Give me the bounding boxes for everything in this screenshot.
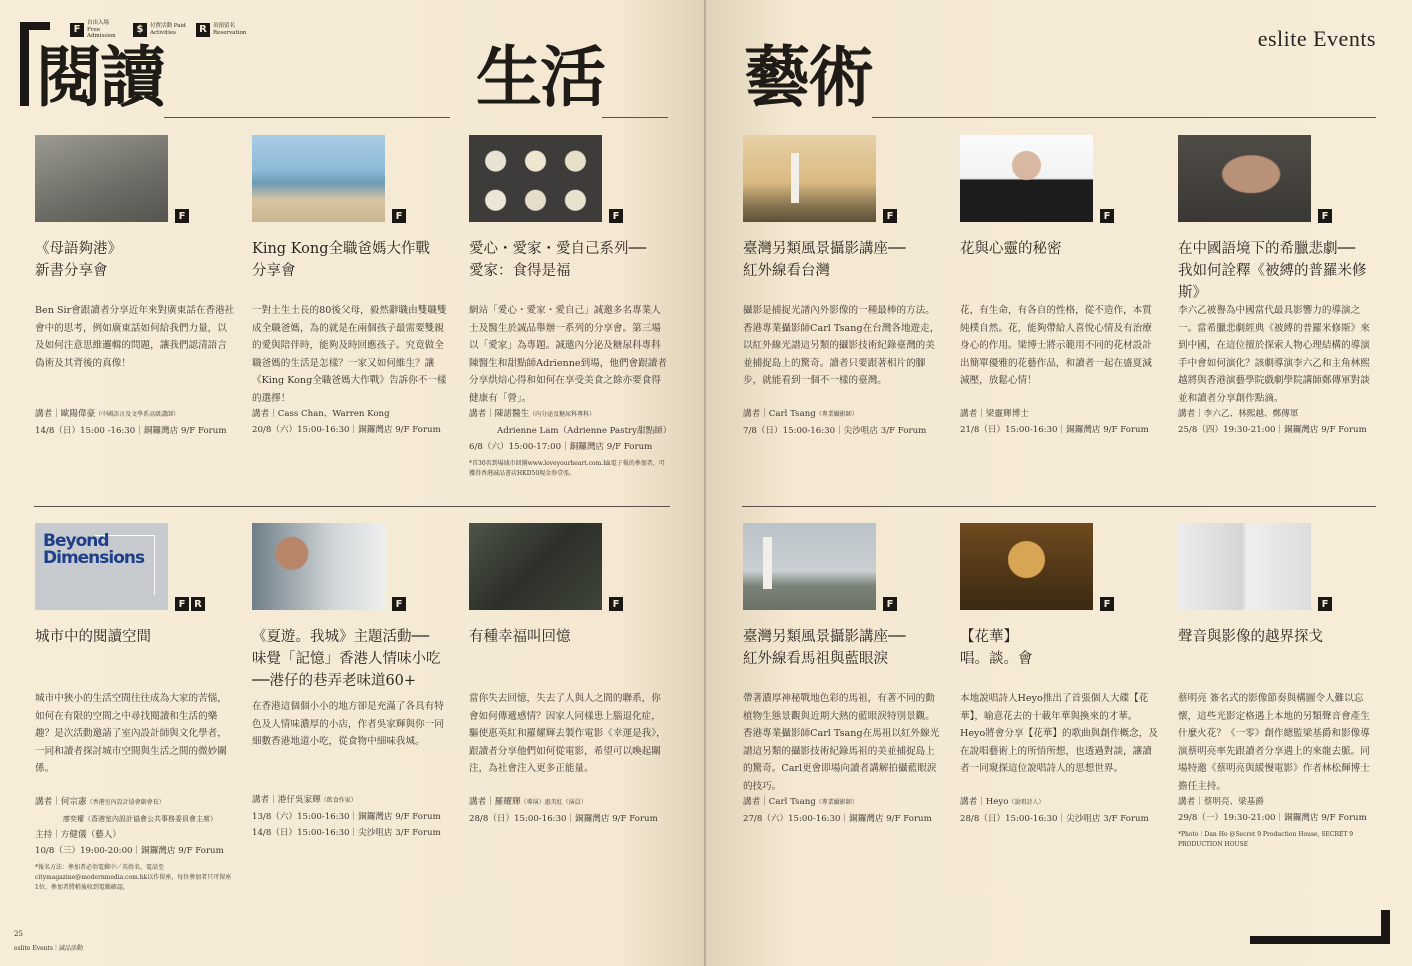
event-card[interactable]: [35, 135, 235, 439]
admission-flags: [609, 597, 623, 611]
row-separator-left: [34, 506, 670, 507]
paid-activity-icon: $: [133, 23, 147, 37]
legend-paid: $ 付費活動 Paid Activities: [133, 23, 186, 37]
admission-flags: [1100, 209, 1114, 223]
corner-bracket-bottom-right-bar: [1250, 936, 1390, 944]
admission-flags: [392, 209, 406, 223]
reservation-icon: R: [196, 23, 210, 37]
free-admission-icon: F: [1318, 209, 1332, 223]
event-details: 講者｜Carl Tsang（專業攝影師） 27/8（六）15:00-16:30｜銅鑼灣店 9/F Forum: [743, 797, 932, 824]
event-card[interactable]: [1178, 523, 1378, 850]
admission-flags: [609, 209, 623, 223]
event-photo: [960, 135, 1093, 222]
admission-flags: [1318, 209, 1332, 223]
event-photo: [35, 135, 168, 222]
event-photo: [252, 135, 385, 222]
event-description: 一對土生土長的80後父母，毅然辭職由雙職雙成全職爸媽，為的就是在兩個孩子最需要雙親的愛與陪伴時，能夠及時回應孩子。究竟做全職爸媽的生活是怎樣？一家又如何維生？讓《King Kong全職爸媽大作戰》告訴你不一樣的選擇！: [252, 305, 447, 404]
category-title-art: 藝術: [744, 38, 872, 116]
legend-free: F 自由入場 Free Admission: [70, 20, 123, 40]
admission-flags: [392, 597, 406, 611]
beyond-dimensions-logo: Beyond Dimensions: [43, 531, 145, 568]
event-description: 帶著濃厚神秘戰地色彩的馬祖，有著不同的動植物生態景觀與近期大熱的藍眼淚特別景觀。香港專業攝影師Carl Tsang在馬祖以紅外線光譜這另類的攝影技術紀錄馬祖的美並捕捉島上的驚奇。Carl更會即場向讀者講解拍攝藍眼淚的技巧。: [743, 693, 940, 792]
event-description: 蔡明亮 簽名式的影像節奏與構圖令人難以忘懷，這些光影定格遇上本地的另類聲音會產生什麼火花？《一零》創作總監梁基爵和影像導演蔡明亮率先跟讀者分享遇上的來龍去脈。同場特邀《蔡明亮與緩慢電影》作者林松輝博士擔任主持。: [1178, 693, 1370, 792]
event-details: 講者｜Cass Chan、Warren Kong 20/8（六）15:00-16:30｜銅鑼灣店 9/F Forum: [252, 409, 441, 435]
event-title: 有種幸福叫回憶: [469, 629, 571, 645]
event-details: 講者｜何宗憲（香港室內設計協會副會長） 廖奕權（香港室內設計協會公共事務委員會主席） 主持｜方健儀（藝人） 10/8（三）19:00-20:00｜銅鑼灣店 9/F Forum: [35, 797, 224, 856]
free-admission-icon: F: [175, 597, 189, 611]
event-title: 《母語夠港》 新書分享會: [35, 241, 122, 279]
free-admission-icon: F: [1100, 597, 1114, 611]
category-title-life: 生活: [476, 38, 604, 116]
event-description: 當你失去回憶，失去了人與人之間的聯系，你會如何傳遞感情？因家人同樣患上腦退化症，驅使惠英紅和羅耀輝去製作電影《幸運是我》，跟讀者分享他們如何從電影，希望可以喚起關注，為社會注入更多正能量。: [469, 693, 666, 774]
event-card[interactable]: [960, 135, 1160, 438]
event-description: Ben Sir會跟讀者分享近年來對廣東話在香港社會中的思考，例如廣東話如何給我們力量，以及如何注意思維邏輯的問題，讓我們認清語言偽術及其背後的真像！: [35, 305, 235, 369]
event-card[interactable]: [469, 523, 669, 827]
event-photo: [743, 523, 876, 610]
page-number: 25: [14, 930, 23, 938]
event-title: 城市中的閱讀空間: [35, 629, 151, 645]
free-admission-icon: F: [883, 209, 897, 223]
lighthouse-shape: [763, 537, 772, 589]
event-title: 《夏遊。我城》主題活動── 味覺「記憶」香港人情味小吃──港仔的巷弄老味道60+: [252, 629, 441, 689]
event-card[interactable]: [469, 135, 672, 479]
event-note: *首30名到場域市回團www.loveyourheart.com.hk電子報的參加者，可獲得香港誠品書店HKD50現金券壹張。: [469, 460, 665, 477]
free-admission-icon: F: [883, 597, 897, 611]
free-admission-icon: F: [70, 23, 84, 37]
event-photo: [469, 523, 602, 610]
event-title: 【花華】 唱。談。會: [960, 629, 1033, 667]
event-photo: [743, 135, 876, 222]
row-separator-right: [742, 506, 1376, 507]
event-details: 講者｜陳諾醫生（內分泌及糖尿科專科） Adrienne Lam（Adrienne Pastry甜點師） 6/8（六）15:00-17:00｜銅鑼灣店 9/F Forum: [469, 409, 672, 452]
category-title-reading: 閱讀: [36, 38, 164, 116]
category-rule-reading: [164, 117, 450, 118]
event-title: King Kong全職爸媽大作戰 分享會: [252, 241, 430, 279]
event-title: 臺灣另類風景攝影講座── 紅外線看馬祖與藍眼淚: [743, 629, 906, 667]
admission-flags: [1318, 597, 1332, 611]
event-details: 講者｜梁靈輝博士 21/8（日）15:00-16:30｜銅鑼灣店 9/F Forum: [960, 409, 1149, 435]
free-admission-icon: F: [392, 597, 406, 611]
event-details: 講者｜羅耀輝（導演）惠英紅（演員） 28/8（日）15:00-16:30｜銅鑼灣店 9/F Forum: [469, 797, 658, 824]
event-details: 講者｜Carl Tsang（專業攝影師） 7/8（日）15:00-16:30｜尖沙咀店 3/F Forum: [743, 409, 927, 436]
admission-flags: [1100, 597, 1114, 611]
event-description: 本地說唱詩人Heyo推出了首張個人大碟【花華】，喻意花去的十載年華與換來的才華。Heyo將會分享【花華】的歌曲與創作概念，及在說唱藝術上的所悟所想，也透過對談，讓讀者一同窺探這位說唱詩人的思想世界。: [960, 693, 1158, 774]
free-admission-icon: F: [1318, 597, 1332, 611]
legend-reservation: R 須預留名 Reservation: [196, 23, 249, 37]
event-photo: [35, 523, 168, 610]
admission-flags: [883, 209, 897, 223]
event-details: 講者｜李六乙、林熙越、鄭傳軍 25/8（四）19:30-21:00｜銅鑼灣店 9/F Forum: [1178, 409, 1367, 435]
event-description: 花，有生命，有各自的性格，從不造作，本質純樸自然。花，能夠帶給人喜悅心情及有治療身心的作用。梁博士將示範用不同的花材設計出簡單優雅的花藝作品，和讀者一起在盛夏減減壓，放鬆心情！: [960, 305, 1152, 386]
event-photo: [1178, 135, 1311, 222]
event-title: 臺灣另類風景攝影講座── 紅外線看台灣: [743, 241, 906, 279]
event-card[interactable]: [252, 523, 452, 841]
event-description: 城市中狹小的生活空間往往成為大家的苦惱，如何在有限的空間之中尋找閱讀和生活的樂趣？是次活動邀請了室內設計師與文化學者，一同和讀者探討城市空間與生活之間的微妙關係。: [35, 693, 227, 774]
event-title: 聲音與影像的越界探戈: [1178, 629, 1323, 645]
reservation-icon: R: [191, 597, 205, 611]
event-details: 講者｜歐陽偉豪（中國語言及文學系高級講師） 14/8（日）15:00 -16:30｜銅鑼灣店 9/F Forum: [35, 409, 227, 436]
event-description: 在香港這個個小小的地方卻是充滿了各具有特色及人情味濃厚的小店，作者吳家輝與你一同細數香港地道小吃，從食物中細味我城。: [252, 701, 444, 747]
event-card[interactable]: [960, 523, 1160, 827]
free-admission-icon: F: [175, 209, 189, 223]
event-card[interactable]: [1178, 135, 1378, 438]
event-description: 攝影是捕捉光譜內外影像的一種最棒的方法。香港專業攝影師Carl Tsang在台灣各地遊走，以紅外線光譜這另類的攝影技術紀錄臺灣的美並捕捉島上的驚奇。讀者只要跟著相片的腳步，就能看到一個不一樣的臺灣。: [743, 305, 940, 386]
event-description: 網站「愛心・愛家・愛自己」誠邀多名專業人士及醫生於誠品舉辦一系列的分享會。第三場以「愛家」為專題。誠邀內分泌及糖尿科專科陳醫生和甜點師Adrienne到場，他們會跟讀者分享烘焙心得和如何在享受美食之餘亦要食得健康有「營」。: [469, 305, 667, 404]
brand-logo: eslite Events: [1257, 26, 1376, 51]
corner-bracket-top-left-bar: [20, 22, 50, 30]
event-details: 講者｜蔡明亮、梁基爵 29/8（一）19:30-21:00｜銅鑼灣店 9/F Forum: [1178, 797, 1367, 823]
event-card[interactable]: [743, 523, 943, 827]
free-admission-icon: F: [392, 209, 406, 223]
free-admission-icon: F: [609, 597, 623, 611]
event-title: 在中國語境下的希臘悲劇── 我如何詮釋《被縛的普羅米修斯》: [1178, 241, 1367, 301]
event-photo: [469, 135, 602, 222]
event-photo: [960, 523, 1093, 610]
event-title: 花與心靈的秘密: [960, 241, 1062, 257]
admission-legend: [70, 20, 249, 40]
event-description: 李六乙被譽為中國當代最具影響力的導演之一。當希臘悲劇經典《被縛的普羅米修斯》來到中國，在這位擅於探索人物心理結構的導演手中會如何演化？該劇導演李六乙和主角林熙越將與香港演藝學院戲劇學院講師鄭傳軍對談並和讀者分享創作點滴。: [1178, 305, 1370, 404]
event-details: 講者｜港仔吳家輝（飲食作家） 13/8（六）15:00-16:30｜銅鑼灣店 9/F Forum 14/8（日）15:00-16:30｜尖沙咀店 3/F Forum: [252, 795, 441, 838]
category-rule-art: [872, 117, 1376, 118]
event-details: 講者｜Heyo（說唱詩人） 28/8（日）15:00-16:30｜尖沙咀店 3/F Forum: [960, 797, 1149, 824]
category-rule-life: [602, 117, 668, 118]
free-admission-icon: F: [609, 209, 623, 223]
admission-flags: [175, 209, 189, 223]
lighthouse-shape: [791, 153, 799, 203]
event-card[interactable]: [743, 135, 943, 439]
event-card[interactable]: [35, 523, 235, 893]
event-photo: [252, 523, 385, 610]
event-title: 愛心・愛家・愛自己系列── 愛家：食得是福: [469, 241, 646, 279]
page-footer: eslite Events｜誠品活動: [14, 945, 84, 952]
event-card[interactable]: [252, 135, 452, 438]
photo-credit: *Photo｜Dan Ho @Secret 9 Production House, SECRET 9 PRODUCTION HOUSE: [1178, 831, 1354, 848]
event-photo: [1178, 523, 1311, 610]
event-note: *報名方法：參加者必須電郵中／英姓名、電話至citymagazine@modernmedia.com.hk以作留座，每位參加者只可留座1位，參加者將稍後收到電郵確認。: [35, 864, 232, 891]
admission-flags: [175, 597, 205, 611]
admission-flags: [883, 597, 897, 611]
corner-bracket-top-left: [20, 22, 29, 106]
free-admission-icon: F: [1100, 209, 1114, 223]
